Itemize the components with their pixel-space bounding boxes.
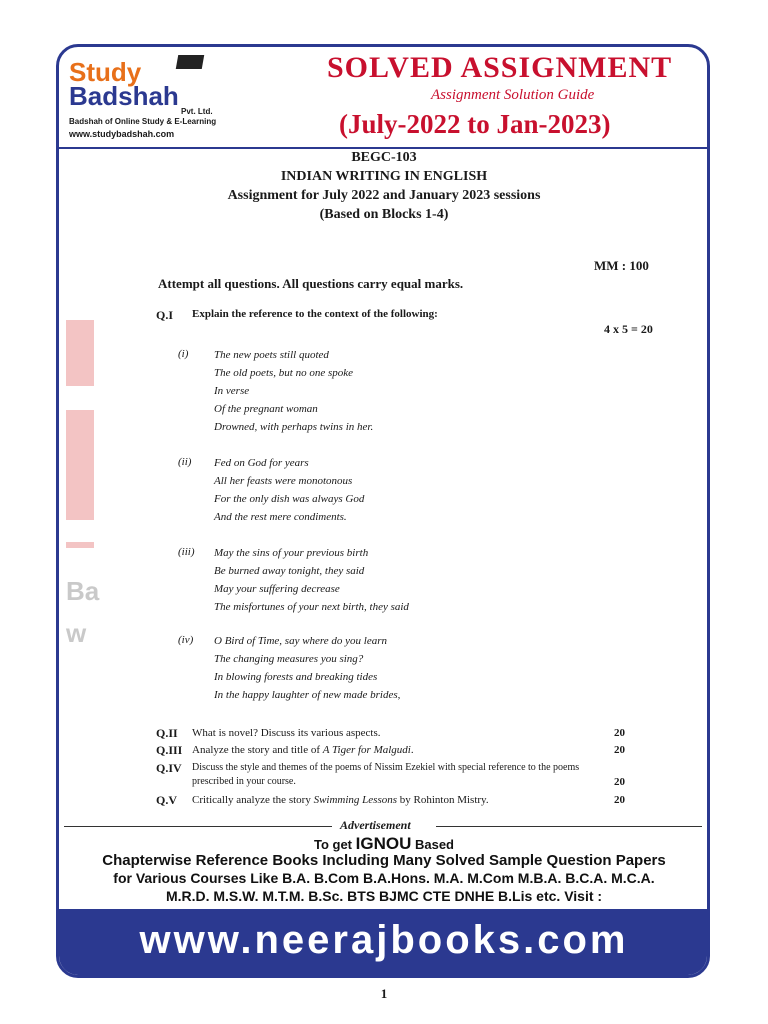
header-subtitle: Assignment Solution Guide [431, 87, 595, 103]
course-code: BEGC-103 [351, 150, 417, 165]
question-marks: 20 [614, 776, 625, 788]
question-text: Explain the reference to the context of the following: [192, 308, 438, 320]
page-number: 1 [380, 986, 388, 1001]
course-sessions: Assignment for July 2022 and January 2023 sessions [227, 188, 541, 203]
question-marks: 20 [614, 794, 625, 806]
logo-tagline: Badshah of Online Study & E-Learning [69, 117, 217, 126]
poem-line: The new poets still quoted [214, 349, 329, 361]
part-number: (iv) [178, 634, 194, 646]
poem-extract [214, 544, 409, 616]
website-link[interactable]: www.neerajbooks.com [139, 918, 629, 962]
poem-line: Fed on God for years [214, 457, 309, 469]
question-marks: 4 x 5 = 20 [604, 322, 653, 336]
divider [64, 826, 332, 827]
question-text-part: by Rohinton Mistry. [397, 794, 489, 806]
question-number: Q.V [156, 793, 177, 807]
instruction: Attempt all questions. All questions carry equal marks. [158, 276, 464, 291]
watermark-bar [66, 320, 94, 386]
question-text-part: . [410, 744, 414, 756]
ad-text: To get [313, 837, 356, 852]
question-text-part: Analyze the story and title of [192, 744, 323, 756]
question-marks: 20 [614, 727, 625, 739]
logo-line1: Study [69, 57, 142, 87]
logo-website: www.studybadshah.com [69, 129, 175, 139]
question-text [192, 744, 414, 756]
ad-text: Based [411, 837, 454, 852]
poem-extract [214, 632, 400, 704]
header-range: (July-2022 to Jan-2023) [339, 109, 611, 139]
course-name: INDIAN WRITING IN ENGLISH [280, 169, 488, 184]
logo-pvt: Pvt. Ltd. [181, 107, 213, 116]
ignou-text: IGNOU [355, 834, 412, 853]
poem-line: In the happy laughter of new made brides, [214, 689, 401, 701]
poem-line: The misfortunes of your next birth, they said [214, 601, 409, 613]
watermark-text: Ba [66, 576, 100, 606]
question-text [192, 794, 489, 806]
poem-line: And the rest mere condiments. [214, 511, 347, 523]
poem-line: Be burned away tonight, they said [214, 565, 365, 577]
header-title: SOLVED ASSIGNMENT [327, 51, 673, 84]
poem-line: Drowned, with perhaps twins in her. [214, 421, 374, 433]
course-blocks: (Based on Blocks 1-4) [319, 207, 449, 222]
header [59, 47, 707, 149]
poem-line: In blowing forests and breaking tides [214, 671, 378, 683]
poem-line: The old poets, but no one spoke [214, 367, 354, 379]
poem-extract [214, 454, 364, 526]
poem-line: May your suffering decrease [214, 583, 340, 595]
poem-line: All her feasts were monotonous [214, 475, 353, 487]
question-number: Q.IV [156, 761, 182, 775]
poem-line: In verse [214, 385, 250, 397]
poem-line: The changing measures you sing? [214, 653, 364, 665]
graduation-cap-icon [176, 55, 204, 69]
poem-line: Of the pregnant woman [214, 403, 318, 415]
advertisement-label: Advertisement [340, 818, 411, 832]
question-text: prescribed in your course. [192, 776, 296, 787]
max-marks: MM : 100 [594, 258, 649, 273]
question-number: Q.II [156, 726, 178, 740]
watermark-bar [66, 410, 94, 520]
question-text-part: Critically analyze the story [192, 794, 314, 806]
ad-line-2: Chapterwise Reference Books Including Many Solved Sample Question Papers [102, 852, 666, 869]
part-number: (ii) [178, 456, 192, 468]
poem-line: May the sins of your previous birth [214, 547, 369, 559]
poem-line: For the only dish was always God [214, 493, 365, 505]
story-title: A Tiger for Malgudi [322, 744, 411, 756]
watermark-text: w [66, 618, 87, 648]
ad-line-4: M.R.D. M.S.W. M.T.M. B.Sc. BTS BJMC CTE DNHE B.Lis etc. Visit : [165, 888, 603, 904]
question-number: Q.I [156, 308, 174, 322]
study-badshah-logo [67, 53, 217, 143]
ad-line-3: for Various Courses Like B.A. B.Com B.A.Hons. M.A. M.Com M.B.A. B.C.A. M.C.A. [113, 870, 655, 886]
question-text: Discuss the style and themes of the poems of Nissim Ezekiel with special reference to the poems [192, 762, 580, 773]
part-number: (iii) [178, 546, 195, 558]
poem-extract [214, 346, 373, 436]
watermark-bar [66, 542, 94, 548]
logo-line2: Badshah [69, 81, 179, 111]
ad-line-1 [0, 834, 768, 854]
story-title: Swimming Lessons [313, 794, 398, 806]
part-number: (i) [178, 348, 189, 360]
divider [436, 826, 702, 827]
question-marks: 20 [614, 744, 625, 756]
poem-line: O Bird of Time, say where do you learn [214, 635, 388, 647]
question-number: Q.III [156, 743, 183, 757]
watermark [66, 320, 100, 648]
question-text: What is novel? Discuss its various aspects. [192, 727, 381, 739]
